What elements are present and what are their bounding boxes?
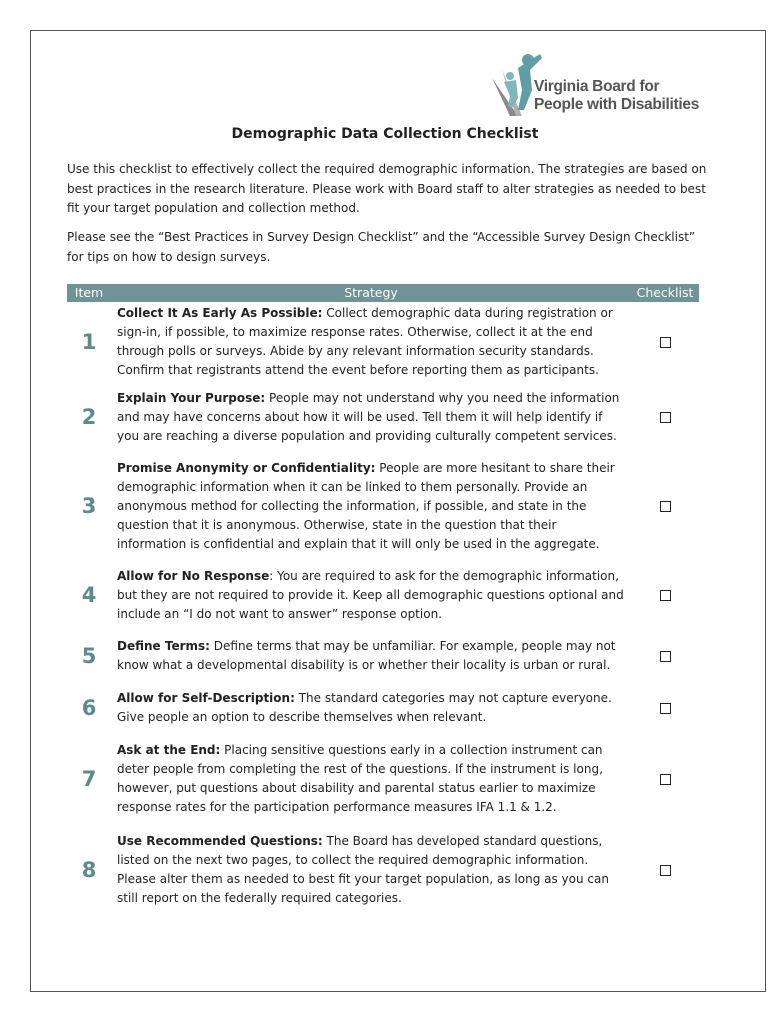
logo-line2: People with Disabilities xyxy=(534,96,700,113)
checkbox[interactable] xyxy=(660,590,671,601)
strategy-heading: Allow for No Response xyxy=(117,568,270,583)
strategy-text xyxy=(111,682,631,734)
checkbox[interactable] xyxy=(660,501,671,512)
checkbox[interactable] xyxy=(660,412,671,423)
checkbox[interactable] xyxy=(660,651,671,662)
strategy-heading: Ask at the End: xyxy=(117,743,221,757)
item-number: 5 xyxy=(81,644,97,668)
strategy-heading: Collect It As Early As Possible: xyxy=(117,306,323,320)
header-item: Item xyxy=(67,284,111,302)
item-number: 3 xyxy=(81,494,97,518)
item-number: 7 xyxy=(81,767,97,791)
strategy-text xyxy=(111,824,631,916)
checkbox[interactable] xyxy=(660,703,671,714)
item-number: 4 xyxy=(81,583,97,607)
table-header-row xyxy=(67,284,699,302)
checklist-cell xyxy=(631,302,699,382)
item-number: 6 xyxy=(81,696,97,720)
strategy-heading: Define Terms: xyxy=(117,639,210,653)
strategy-text xyxy=(111,630,631,682)
item-number: 1 xyxy=(81,330,97,354)
page-title: Demographic Data Collection Checklist xyxy=(231,126,539,142)
checkbox[interactable] xyxy=(660,774,671,785)
strategy-text xyxy=(111,734,631,824)
checklist-table xyxy=(67,284,699,916)
strategy-body: Define terms that may be unfamiliar. For example, people may not know what a developmental disability is or whether their locality is urban or rural. xyxy=(117,639,616,672)
table-row xyxy=(67,824,699,916)
header-strategy: Strategy xyxy=(111,284,631,302)
intro-paragraph-1: Use this checklist to effectively collect the required demographic information. The strategies are based on best practices in the research literature. Please work with Board staff to alter strategies as needed to best fit your target population and collection method. xyxy=(67,162,707,215)
logo-text xyxy=(534,78,699,114)
strategy-heading: Use Recommended Questions: xyxy=(117,834,323,848)
organization-logo xyxy=(488,50,708,118)
strategy-heading: Explain Your Purpose: xyxy=(117,390,266,405)
strategy-text xyxy=(111,452,631,560)
checklist-cell xyxy=(631,682,699,734)
strategy-heading: Allow for Self-Description: xyxy=(117,691,295,705)
strategy-body: The Board has developed standard questions, listed on the next two pages, to collect the required demographic information. Please alter them as needed to best fit your target population, as long as you can still report on the federally required categories. xyxy=(117,834,609,905)
item-number: 2 xyxy=(81,405,97,429)
header-checklist: Checklist xyxy=(631,284,699,302)
table-row xyxy=(67,302,699,382)
table-row xyxy=(67,682,699,734)
strategy-heading: Promise Anonymity or Confidentiality: xyxy=(117,460,376,475)
item-number: 8 xyxy=(81,858,97,882)
strategy-body: : You are required to ask for the demographic information, but they are not required to provide it. Keep all demographic questions optional and include an “I do not want to answer” response option. xyxy=(117,568,624,621)
checklist-cell xyxy=(631,382,699,452)
strategy-text xyxy=(111,382,631,452)
strategy-body: People may not understand why you need the information and may have concerns about how it will be used. Tell them it will help identify if you are reaching a diverse population and providing culturally competent services. xyxy=(117,390,620,443)
table-row xyxy=(67,734,699,824)
checkbox[interactable] xyxy=(660,865,671,876)
table-row xyxy=(67,452,699,560)
strategy-body: The standard categories may not capture everyone. Give people an option to describe themselves when relevant. xyxy=(117,691,612,724)
logo-line1: Virginia Board for xyxy=(534,78,660,95)
checklist-cell xyxy=(631,452,699,560)
strategy-body: Collect demographic data during registration or sign-in, if possible, to maximize response rates. Otherwise, collect it at the end through polls or surveys. Abide by any relevant information security standards. Confirm that registrants attend the event before reporting them as participants. xyxy=(117,306,613,377)
strategy-text xyxy=(111,302,631,382)
table-row xyxy=(67,630,699,682)
strategy-body: Placing sensitive questions early in a collection instrument can deter people from completing the rest of the questions. If the instrument is long, however, put questions about disability and parental status earlier to maximize response rates for the participation performance measures IFA 1.1 & 1.2. xyxy=(117,743,603,814)
table-row xyxy=(67,560,699,630)
strategy-text xyxy=(111,560,631,630)
checklist-cell xyxy=(631,560,699,630)
checkbox[interactable] xyxy=(660,337,671,348)
checklist-cell xyxy=(631,630,699,682)
checklist-cell xyxy=(631,824,699,916)
strategy-body: People are more hesitant to share their demographic information when it can be linked to them personally. Provide an anonymous method for collecting the information, if possible, and state in the question that it is anonymous. Otherwise, state in the question that their information is confidential and explain that it will only be used in the aggregate. xyxy=(117,460,615,551)
intro-paragraph-2: Please see the “Best Practices in Survey Design Checklist” and the “Accessible Survey Design Checklist” for tips on how to design surveys. xyxy=(67,230,696,264)
table-row xyxy=(67,382,699,452)
checklist-cell xyxy=(631,734,699,824)
